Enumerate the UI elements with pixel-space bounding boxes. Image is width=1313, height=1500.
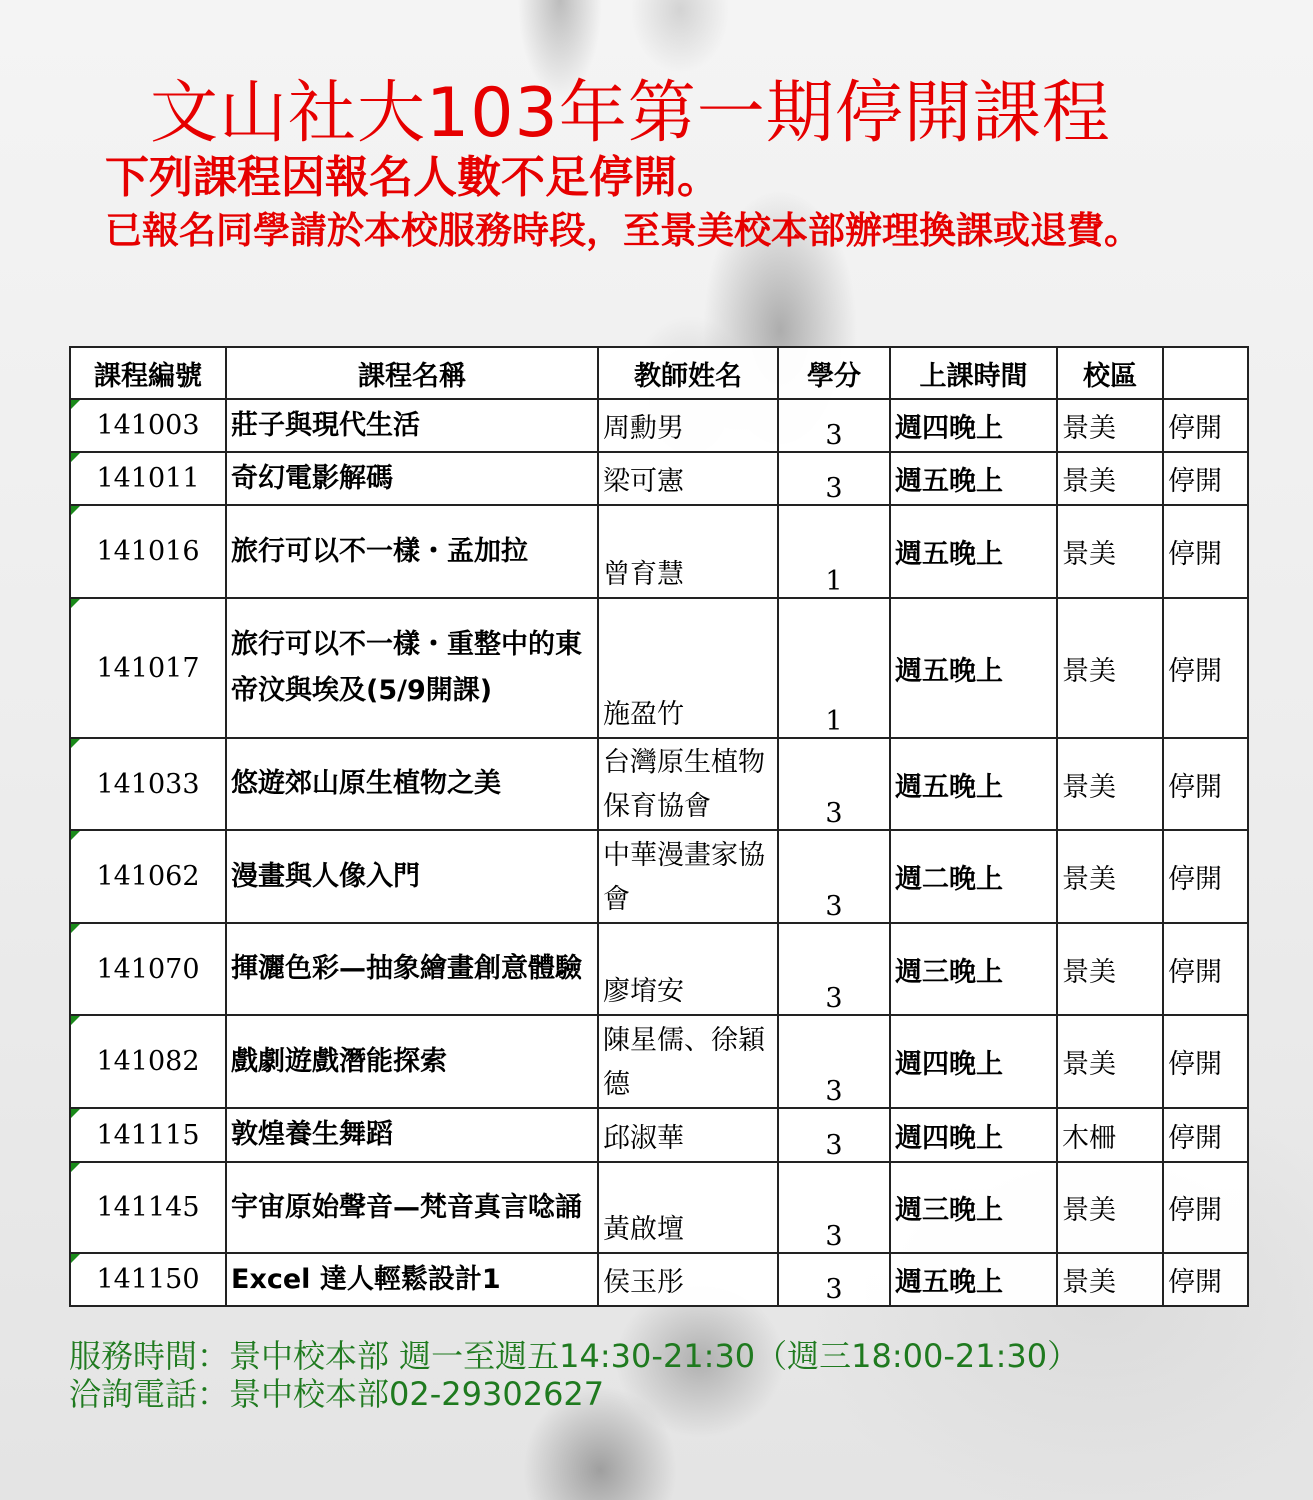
class-time: 週五晚上 (890, 1253, 1057, 1306)
course-code: 141150 (70, 1253, 226, 1306)
course-name: 揮灑色彩—抽象繪畫創意體驗 (226, 923, 598, 1015)
column-header-campus: 校區 (1057, 347, 1163, 399)
course-credits: 3 (778, 452, 890, 505)
course-credits: 3 (778, 1108, 890, 1162)
class-time: 週五晚上 (890, 505, 1057, 598)
course-name: 莊子與現代生活 (226, 399, 598, 452)
class-time: 週五晚上 (890, 452, 1057, 505)
course-code: 141145 (70, 1162, 226, 1253)
course-name: 敦煌養生舞蹈 (226, 1108, 598, 1162)
subtitle: 下列課程因報名人數不足停開。 (105, 152, 721, 203)
campus: 景美 (1057, 1015, 1163, 1108)
table-row (70, 452, 1248, 505)
course-code: 141017 (70, 598, 226, 738)
class-time: 週二晚上 (890, 830, 1057, 923)
course-name: 旅行可以不一樣・重整中的東帝汶與埃及(5/9開課) (226, 598, 598, 738)
teacher-name: 台灣原生植物保育協會 (598, 738, 778, 830)
teacher-name: 陳星儒、徐穎德 (598, 1015, 778, 1108)
column-header-credits: 學分 (778, 347, 890, 399)
class-time: 週四晚上 (890, 399, 1057, 452)
page-title: 文山社大103年第一期停開課程 (150, 74, 1111, 153)
class-time: 週四晚上 (890, 1015, 1057, 1108)
course-code: 141011 (70, 452, 226, 505)
course-name: 旅行可以不一樣・孟加拉 (226, 505, 598, 598)
course-name: 漫畫與人像入門 (226, 830, 598, 923)
course-code: 141115 (70, 1108, 226, 1162)
column-header-status (1163, 347, 1248, 399)
course-credits: 3 (778, 923, 890, 1015)
notice-text: 已報名同學請於本校服務時段，至景美校本部辦理換課或退費。 (105, 209, 1141, 252)
course-name: 戲劇遊戲潛能探索 (226, 1015, 598, 1108)
class-time: 週三晚上 (890, 923, 1057, 1015)
course-credits: 3 (778, 830, 890, 923)
table-row (70, 738, 1248, 830)
teacher-name: 周勳男 (598, 399, 778, 452)
class-time: 週五晚上 (890, 738, 1057, 830)
class-time: 週四晚上 (890, 1108, 1057, 1162)
status: 停開 (1163, 452, 1248, 505)
campus: 景美 (1057, 830, 1163, 923)
cancelled-courses-table (69, 346, 1249, 1307)
course-name: 悠遊郊山原生植物之美 (226, 738, 598, 830)
column-header-time: 上課時間 (890, 347, 1057, 399)
course-credits: 3 (778, 399, 890, 452)
course-code: 141016 (70, 505, 226, 598)
teacher-name: 施盈竹 (598, 598, 778, 738)
course-credits: 3 (778, 738, 890, 830)
table-row (70, 1253, 1248, 1306)
status: 停開 (1163, 505, 1248, 598)
teacher-name: 廖堉安 (598, 923, 778, 1015)
service-hours: 服務時間：景中校本部 週一至週五14:30-21:30（週三18:00-21:30） (69, 1337, 1080, 1375)
campus: 景美 (1057, 1162, 1163, 1253)
campus: 景美 (1057, 452, 1163, 505)
campus: 景美 (1057, 505, 1163, 598)
table-row (70, 399, 1248, 452)
column-header-name: 課程名稱 (226, 347, 598, 399)
table-row (70, 1162, 1248, 1253)
table-row (70, 1015, 1248, 1108)
table-header-row (70, 347, 1248, 399)
status: 停開 (1163, 399, 1248, 452)
column-header-teacher: 教師姓名 (598, 347, 778, 399)
class-time: 週五晚上 (890, 598, 1057, 738)
course-code: 141062 (70, 830, 226, 923)
campus: 景美 (1057, 738, 1163, 830)
teacher-name: 中華漫畫家協會 (598, 830, 778, 923)
teacher-name: 邱淑華 (598, 1108, 778, 1162)
campus: 景美 (1057, 399, 1163, 452)
course-name: 奇幻電影解碼 (226, 452, 598, 505)
table-row (70, 830, 1248, 923)
course-code: 141003 (70, 399, 226, 452)
course-credits: 1 (778, 505, 890, 598)
campus: 景美 (1057, 923, 1163, 1015)
table-row (70, 598, 1248, 738)
status: 停開 (1163, 598, 1248, 738)
course-code: 141070 (70, 923, 226, 1015)
course-code: 141082 (70, 1015, 226, 1108)
course-credits: 3 (778, 1253, 890, 1306)
course-code: 141033 (70, 738, 226, 830)
status: 停開 (1163, 1015, 1248, 1108)
course-credits: 1 (778, 598, 890, 738)
course-name: Excel 達人輕鬆設計1 (226, 1253, 598, 1306)
teacher-name: 黃啟壇 (598, 1162, 778, 1253)
table-row (70, 505, 1248, 598)
course-credits: 3 (778, 1015, 890, 1108)
table-row (70, 923, 1248, 1015)
campus: 木柵 (1057, 1108, 1163, 1162)
table-row (70, 1108, 1248, 1162)
status: 停開 (1163, 830, 1248, 923)
course-credits: 3 (778, 1162, 890, 1253)
teacher-name: 梁可憲 (598, 452, 778, 505)
status: 停開 (1163, 923, 1248, 1015)
status: 停開 (1163, 738, 1248, 830)
campus: 景美 (1057, 598, 1163, 738)
status: 停開 (1163, 1253, 1248, 1306)
teacher-name: 曾育慧 (598, 505, 778, 598)
teacher-name: 侯玉彤 (598, 1253, 778, 1306)
column-header-code: 課程編號 (70, 347, 226, 399)
contact-phone: 洽詢電話：景中校本部02-29302627 (69, 1375, 605, 1413)
status: 停開 (1163, 1108, 1248, 1162)
status: 停開 (1163, 1162, 1248, 1253)
course-name: 宇宙原始聲音—梵音真言唸誦 (226, 1162, 598, 1253)
campus: 景美 (1057, 1253, 1163, 1306)
class-time: 週三晚上 (890, 1162, 1057, 1253)
